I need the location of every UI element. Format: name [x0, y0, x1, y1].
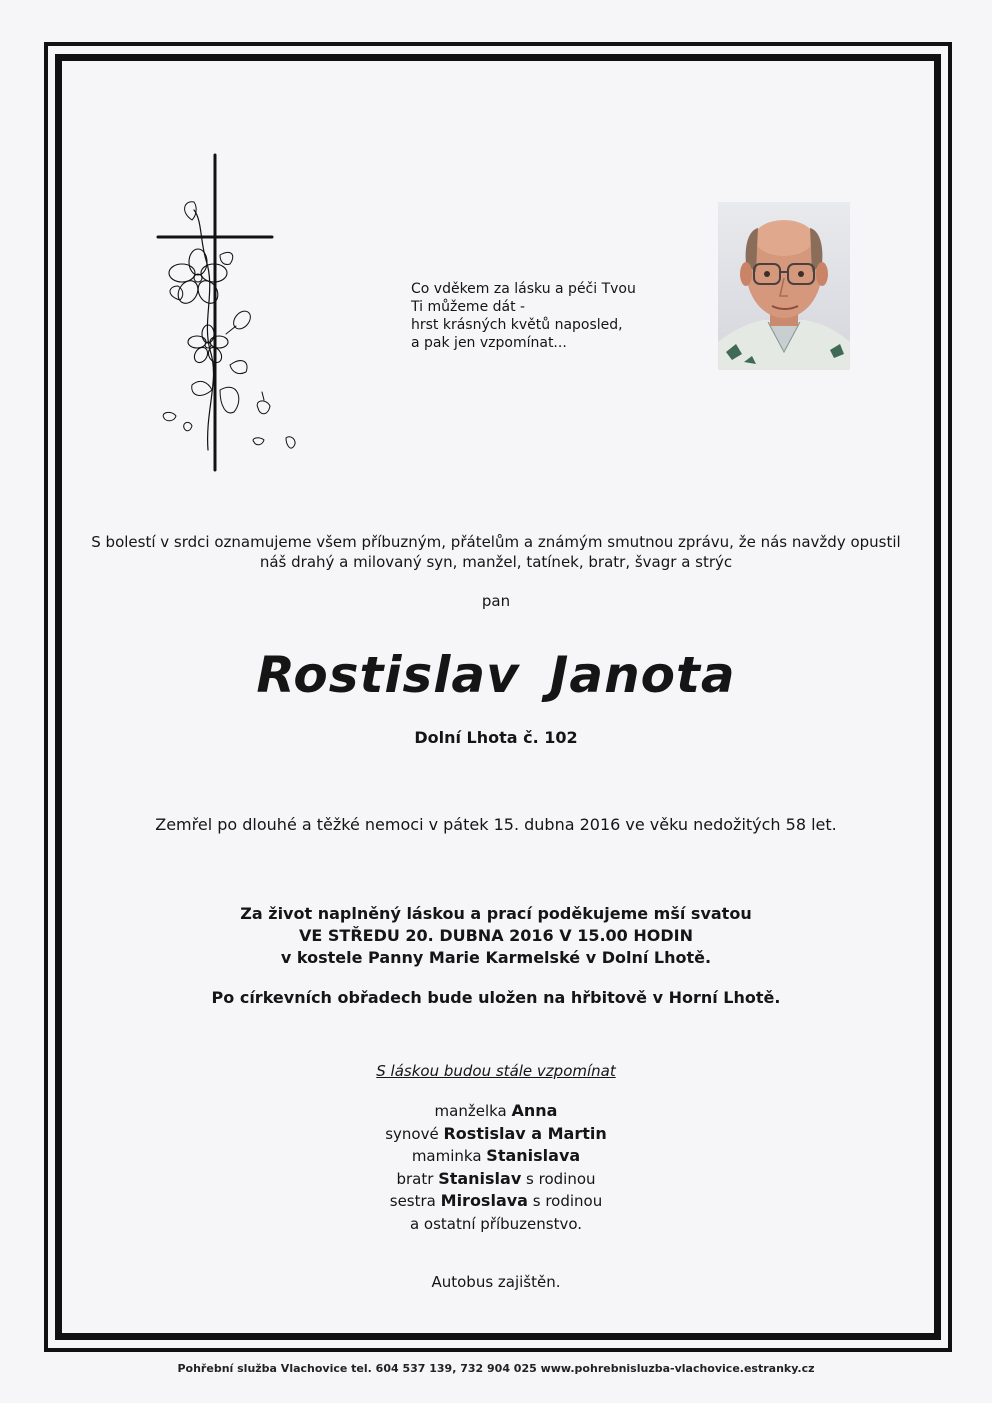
mourner-name: Stanislava: [486, 1146, 581, 1166]
mourner-suffix: s rodinou: [521, 1169, 596, 1188]
poem-line: a pak jen vzpomínat...: [411, 335, 567, 351]
poem-line: Co vděkem za lásku a péči Tvou: [411, 281, 636, 297]
ceremony-line: VE STŘEDU 20. DUBNA 2016 V 15.00 HODIN: [299, 926, 693, 945]
first-name: Rostislav: [256, 646, 520, 704]
memorial-heading: S láskou budou stále vzpomínat: [376, 1062, 616, 1080]
mourner-relation: bratr: [396, 1169, 439, 1188]
poem: [411, 280, 671, 352]
last-name: Janota: [549, 646, 736, 704]
cross-with-flowers-icon: [150, 150, 320, 480]
salutation: pan: [481, 592, 511, 610]
death-notice: Zemřel po dlouhé a těžké nemoci v pátek 15. dubna 2016 ve věku nedožitých 58 let.: [155, 815, 837, 834]
mourner-item: [60, 1190, 932, 1213]
mourner-relation: sestra: [389, 1192, 441, 1211]
portrait-photo: [718, 202, 850, 370]
mourner-item: [60, 1213, 932, 1236]
mourner-relation: manželka: [434, 1102, 512, 1120]
mourner-name: Miroslava: [440, 1191, 528, 1211]
mourner-name: Rostislav a Martin: [443, 1123, 607, 1143]
mourner-name: Stanislav: [438, 1168, 522, 1188]
ceremony-info: [60, 903, 932, 969]
mourner-suffix: s rodinou: [527, 1192, 603, 1211]
mourner-item: [60, 1168, 932, 1191]
deceased-address: Dolní Lhota č. 102: [414, 728, 578, 747]
mourner-relation: a ostatní příbuzenstvo.: [409, 1214, 583, 1233]
mourner-relation: maminka: [411, 1147, 487, 1166]
ceremony-line: v kostele Panny Marie Karmelské v Dolní Lhotě.: [280, 948, 712, 967]
announcement-line: náš drahý a milovaný syn, manžel, tatínek, bratr, švagr a strýc: [259, 553, 733, 571]
mourner-name: Anna: [511, 1101, 558, 1120]
mourner-item: [60, 1145, 932, 1168]
burial-info: Po církevních obřadech bude uložen na hřbitově v Horní Lhotě.: [211, 988, 781, 1007]
deceased-name: [60, 646, 932, 704]
mourner-item: [60, 1123, 932, 1146]
poem-line: hrst krásných květů naposled,: [411, 317, 623, 333]
mourner-relation: synové: [385, 1124, 444, 1143]
announcement: [60, 532, 932, 572]
mourner-item: [60, 1100, 932, 1123]
announcement-line: S bolestí v srdci oznamujeme všem příbuzným, přátelům a známým smutnou zprávu, že nás navždy opustil: [91, 533, 901, 551]
poem-line: Ti můžeme dát -: [411, 299, 526, 315]
ceremony-line: Za život naplněný láskou a prací poděkujeme mší svatou: [240, 904, 752, 923]
funeral-service-footer: Pohřební služba Vlachovice tel. 604 537 139, 732 904 025 www.pohrebnisluzba-vlachovice.estranky.cz: [177, 1362, 815, 1375]
transport-note: Autobus zajištěn.: [431, 1273, 561, 1291]
mourners-list: [60, 1100, 932, 1236]
